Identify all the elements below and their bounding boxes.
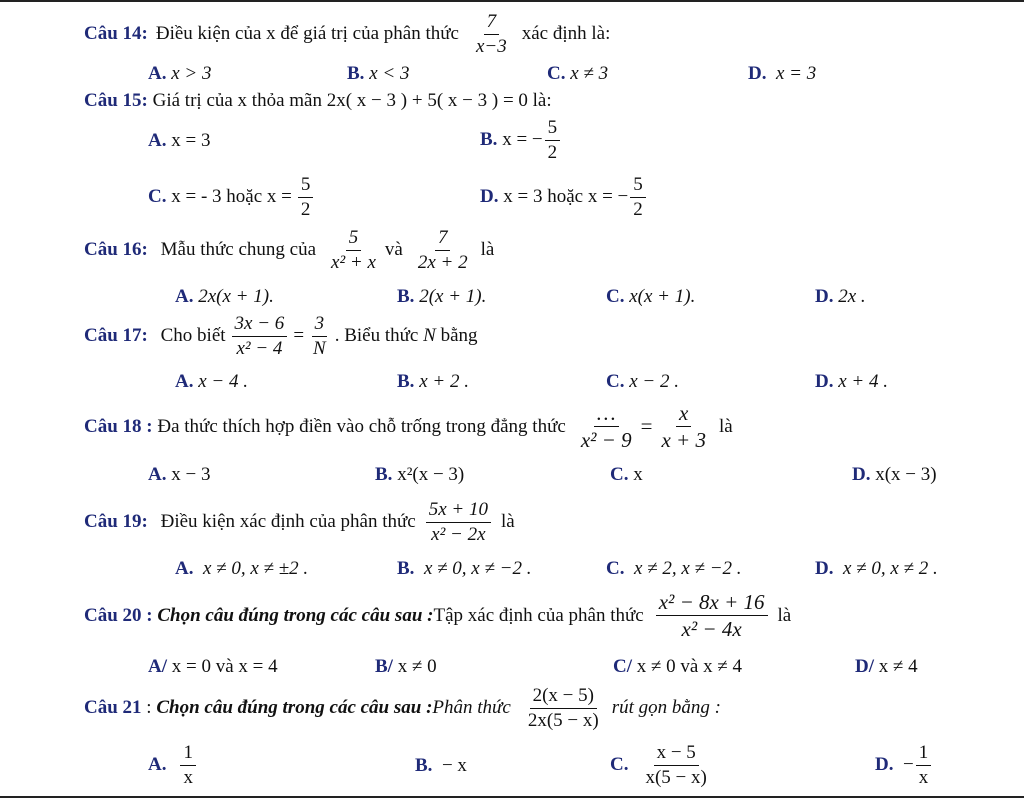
q14-option-d[interactable]: D. x = 3 — [748, 63, 817, 84]
q20-option-d[interactable]: D/ x ≠ 4 — [855, 656, 918, 677]
q21-option-d[interactable]: D. − $\frac{1}{x}$ — [875, 743, 937, 788]
q21-fraction: $\frac{2(x - 5)}{2x(5 - x)}$ — [527, 685, 599, 731]
q21-option-a[interactable]: A. $\frac{1}{x}$ — [148, 743, 202, 788]
q21-option-c[interactable]: C. $\frac{x - 5}{x(5 - x)}$ — [610, 742, 707, 788]
q15-option-b[interactable]: B. x = − $\frac{5}{2}$ — [480, 118, 566, 163]
q18-option-d[interactable]: D. x(x − 3) — [852, 464, 937, 485]
q19-option-d[interactable]: D. x ≠ 0, x ≠ 2 . — [815, 558, 938, 579]
q18-fraction-1: $\frac{\dots}{\text{x² − 9}}$ — [580, 401, 632, 453]
q17-text: Cho biết — [160, 325, 226, 347]
q21-text: Phân thức — [432, 697, 511, 719]
q17-stem: Câu 17: Cho biết $\frac{3x - 6}{\text{x² − 4}}$ = $\frac{3}{N}$ . Biểu thức N bằng — [84, 313, 478, 359]
q16-label: Câu 16: — [84, 239, 148, 261]
q15-label: Câu 15: — [84, 90, 148, 111]
q18-text: Đa thức thích hợp điền vào chỗ trống trong đẳng thức — [157, 415, 566, 437]
q16-fraction-2: $\frac{7}{2x + 2}$ — [417, 227, 468, 273]
q20-emphasis: Chọn câu đúng trong các câu sau : — [157, 604, 434, 626]
q17-option-c[interactable]: C. x − 2 . — [606, 371, 679, 392]
q16-option-d[interactable]: D. 2x . — [815, 286, 866, 307]
q14-option-b[interactable]: B. x < 3 — [347, 63, 410, 84]
top-border — [0, 0, 1024, 2]
q14-option-c[interactable]: C. x ≠ 3 — [547, 63, 609, 84]
q15-tail: là: — [532, 90, 552, 111]
q17-option-d[interactable]: D. x + 4 . — [815, 371, 888, 392]
q16-stem: Câu 16: Mẫu thức chung của $\frac{5}{\text{x² + x}}$ và $\frac{7}{2x + 2}$ là — [84, 227, 495, 273]
q19-option-c[interactable]: C. x ≠ 2, x ≠ −2 . — [606, 558, 742, 579]
q20-option-c[interactable]: C/ x ≠ 0 và x ≠ 4 — [613, 656, 743, 677]
q16-fraction-1: $\frac{5}{\text{x² + x}}$ — [331, 227, 376, 273]
q19-text: Điều kiện xác định của phân thức — [160, 511, 416, 533]
q14-stem — [84, 12, 610, 57]
q18-fraction-2: $\frac{x}{x + 3}$ — [661, 401, 706, 453]
q15-option-c[interactable]: C. x = - 3 hoặc x = $\frac{5}{2}$ — [148, 175, 319, 220]
q17-fraction-2: $\frac{3}{N}$ — [313, 313, 326, 359]
q15-text: Giá trị của x thỏa mãn — [152, 90, 322, 111]
q20-option-a[interactable]: A/ x = 0 và x = 4 — [148, 656, 278, 677]
q21-stem: Câu 21 : Chọn câu đúng trong các câu sau : Phân thức $\frac{2(x - 5)}{2x(5 - x)}$ rút gọn bằng : — [84, 685, 721, 731]
q15-stem — [84, 90, 552, 112]
q18-option-c[interactable]: C. x — [610, 464, 643, 485]
q14-fraction: $\frac{7}{x-3}$ — [475, 11, 507, 57]
q21-option-b[interactable]: B. − x — [415, 755, 467, 776]
q18-label: Câu 18 : — [84, 415, 153, 437]
q20-label: Câu 20 : — [84, 604, 153, 626]
q20-text: Tập xác định của phân thức — [433, 604, 644, 626]
q16-option-c[interactable]: C. x(x + 1). — [606, 286, 696, 307]
q16-option-b[interactable]: B. 2(x + 1). — [397, 286, 487, 307]
q18-option-a[interactable]: A. x − 3 — [148, 464, 211, 485]
q21-label: Câu 21 — [84, 697, 142, 719]
q20-stem: Câu 20 : Chọn câu đúng trong các câu sau : Tập xác định của phân thức $\frac{\text{x² − 8x + 16}}{\text{x² − 4x}}$ là — [84, 590, 792, 642]
q17-label: Câu 17: — [84, 325, 148, 347]
q16-text: Mẫu thức chung của — [160, 239, 317, 261]
q14-text: Điều kiện của x để giá trị của phân thức — [155, 23, 459, 45]
q19-option-a[interactable]: A. x ≠ 0, x ≠ ±2 . — [175, 558, 309, 579]
q14-label: Câu 14: — [84, 23, 148, 45]
q17-option-a[interactable]: A. x − 4 . — [175, 371, 248, 392]
q15-option-d[interactable]: D. x = 3 hoặc x = − $\frac{5}{2}$ — [480, 175, 652, 220]
q19-option-b[interactable]: B. x ≠ 0, x ≠ −2 . — [397, 558, 532, 579]
q19-stem: Câu 19: Điều kiện xác định của phân thức $\frac{5x + 10}{\text{x² − 2x}}$ là — [84, 499, 515, 545]
q20-fraction: $\frac{\text{x² − 8x + 16}}{\text{x² − 4x}}$ — [656, 591, 768, 640]
q19-fraction: $\frac{5x + 10}{\text{x² − 2x}}$ — [426, 500, 491, 545]
q15-equation: 2x( x − 3 ) + 5( x − 3 ) = 0 — [326, 90, 528, 111]
q14-tail: xác định là: — [521, 23, 611, 45]
q20-option-b[interactable]: B/ x ≠ 0 — [375, 656, 437, 677]
q19-label: Câu 19: — [84, 511, 148, 533]
q17-option-b[interactable]: B. x + 2 . — [397, 371, 469, 392]
q17-fraction-1: $\frac{3x - 6}{\text{x² − 4}}$ — [232, 314, 288, 359]
q18-option-b[interactable]: B. x²(x − 3) — [375, 464, 465, 485]
q14-option-a[interactable]: A. x > 3 — [148, 63, 212, 84]
q15-option-a[interactable]: A. x = 3 — [148, 130, 211, 151]
q21-emphasis: Chọn câu đúng trong các câu sau : — [156, 697, 433, 719]
q18-stem: Câu 18 : Đa thức thích hợp điền vào chỗ trống trong đẳng thức $\frac{\dots}{\text{x² − 9}}$ = $\frac{x}{x + 3}$ là — [84, 401, 733, 453]
q16-option-a[interactable]: A. 2x(x + 1). — [175, 286, 274, 307]
